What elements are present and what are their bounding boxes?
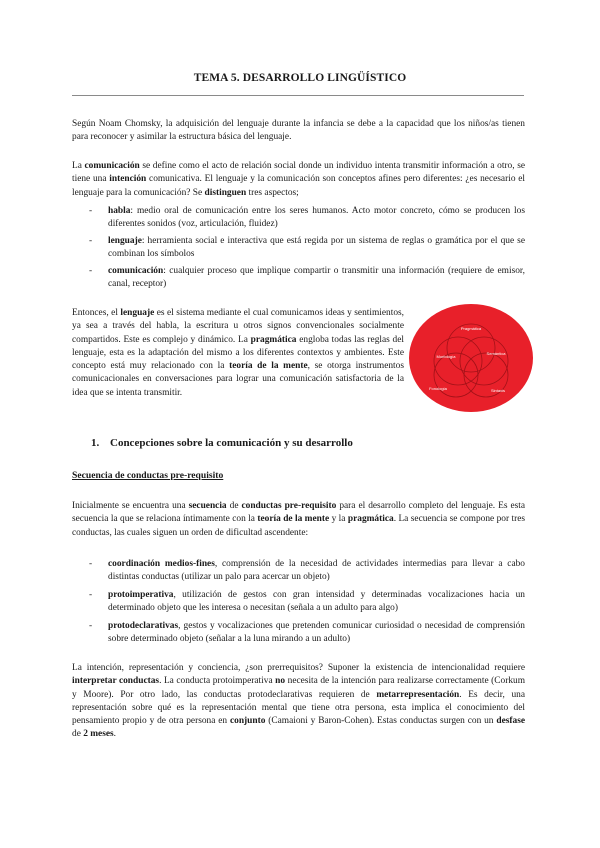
title-divider <box>72 95 524 96</box>
language-venn-diagram <box>408 303 534 413</box>
venn-label-sintaxis: Sintaxis <box>490 388 506 393</box>
page-title: TEMA 5. DESARROLLO LINGÜÍSTICO <box>193 72 407 84</box>
term-teoria-mente: teoría de la mente <box>229 361 308 372</box>
venn-label-morfologia: Morfología <box>436 354 456 359</box>
term-pragmatica: pragmática <box>347 514 394 525</box>
final-paragraph: La intención, representación y conciencia, ¿son prerrequisitos? Suponer la existencia de intencionalidad requiere interpretar conductas. La conducta protoimperativa no necesita de la intención para realizarse correctamente (Corkum y Moore). Por otro lado, las conductas protodeclarativas requieren de metarrepresentación. Es decir, una representación sobre qué es la representación mental que tiene otra persona, esta implica el conocimiento del pensamiento propio y de otra persona en conjunto (Camaioni y Baron-Cohen). Estas conductas surgen con un desfase de 2 meses. <box>72 663 526 740</box>
term-conjunto: conjunto <box>229 716 266 727</box>
document-page: TEMA 5. DESARROLLO LINGÜÍSTICO Según Noam Chomsky, la adquisición del lenguaje durante la infancia se debe a la capacidad que los niños/as tienen para reconocer y asimilar la estructura básica del lenguaje. La comunicación se define como el acto de relación social donde un individuo intenta transmitir información a otro, se tiene una intención comunicativa. El lenguaje y la comunicación son conceptos afines pero diferentes: ¿es necesario el lenguaje para la comunicación? Se distinguen tres aspectos; - habla: medio oral de comunicación entre los seres humanos. Acto motor concreto, cómo se producen los diferentes sonidos (voz, articulación, fluidez) - lenguaje: herramienta social e interactiva que está regida por un sistema de reglas o gramática por el que se combinan los símbolos - comunicación: cualquier proceso que implique compartir o transmitir una información (requiere de emisor, canal, receptor) Entonces, el lenguaje es el sistema mediante el cual comunicamos ideas y sentimientos, ya sea a través del habla, la escritura u otros signos convencionales socialmente compartidos. Este es complejo y dinámico. La pragmática engloba todas las reglas del lenguaje, esta es la adaptación del mismo a los diferentes contextos y ambientes. Este concepto está muy relacionado con la teoría de la mente, se otorga instrumentos comunicacionales en conversaciones para lograr una comunicación satisfactoria de la idea que se intenta transmitir. Pragmática Morfología Semántica Fonología Sintaxis 1. Concepciones sobre la comunicación y su desarrollo Secuencia de conductas pre-requisito Inicialmente se encuentra una secuencia de conductas pre-requisito para el desarrollo completo del lenguaje. Es esta secuencia la que se relaciona íntimamente con la teoría de la mente y la pragmática. La secuencia se compone por tres conductas, las cuales siguen un orden de dificultad ascendente: - coordinación medios-fines, comprensión de la necesidad de actividades intermedias para llevar a cabo distintas conductas (utilizar un palo para acercar un objeto) - protoimperativa, utilización de gestos con gran intensidad y determinadas vocalizaciones hacia un determinado objeto que les interesa o necesitan (señala a un adulto para algo) - protodeclarativas, gestos y vocalizaciones que pretenden comunicar curiosidad o necesidad de comprensión sobre determinado objeto (señalar a la luna mirando a un adulto) La intención, representación y conciencia, ¿son prerrequisitos? Suponer la existencia de intencionalidad requiere interpretar conductas. La conducta protoimperativa no necesita de la intención para realizarse correctamente (Corkum y Moore). Por otro lado, las conductas protodeclarativas requieren de metarrepresentación. Es decir, una representación sobre qué es la representación mental que tiene otra persona, esta implica el conocimiento del pensamiento propio y de otra persona en conjunto (Camaioni y Baron-Cohen). Estas conductas surgen con un desfase de 2 meses. <box>0 0 600 848</box>
section-heading-1: 1. Concepciones sobre la comunicación y su desarrollo <box>91 437 353 449</box>
sequence-paragraph: Inicialmente se encuentra una secuencia de conductas pre-requisito para el desarrollo completo del lenguaje. Es esta secuencia la que se relaciona íntimamente con la teoría de la mente y la pragmática. La secuencia se compone por tres conductas, las cuales siguen un orden de dificultad ascendente: <box>72 501 526 538</box>
venn-label-fonologia: Fonología <box>429 386 447 391</box>
communication-paragraph: La comunicación se define como el acto de relación social donde un individuo intenta transmitir información a otro, se tiene una intención comunicativa. El lenguaje y la comunicación son conceptos afines pero diferentes: ¿es necesario el lenguaje para la comunicación? Se distinguen tres aspectos; <box>72 161 526 198</box>
language-paragraph: Entonces, el lenguaje es el sistema mediante el cual comunicamos ideas y sentimientos, ya sea a través del habla, la escritura u otros signos convencionales socialmente compartidos. Este es complejo y dinámico. La pragmática engloba todas las reglas del lenguaje, esta es la adaptación del mismo a los diferentes contextos y ambientes. Este concepto está muy relacionado con la teoría de la mente, se otorga instrumentos comunicacionales en conversaciones para lograr una comunicación satisfactoria de la idea que se intenta transmitir. <box>72 308 405 398</box>
term-comunicacion: comunicación <box>84 161 140 171</box>
venn-background <box>409 304 533 412</box>
venn-label-semantica: Semántica <box>486 351 506 356</box>
intro-paragraph: Según Noam Chomsky, la adquisición del lenguaje durante la infancia se debe a la capacidad que los niños/as tienen para reconocer y asimilar la estructura básica del lenguaje. <box>72 119 525 143</box>
venn-label-pragmatica: Pragmática <box>460 326 482 331</box>
term-intencion: intención <box>109 174 147 185</box>
term-desfase: desfase <box>496 716 526 727</box>
term-conductas-prerequisito: conductas pre-requisito <box>241 501 337 511</box>
subsection-heading: Secuencia de conductas pre-requisito <box>72 470 224 481</box>
term-teoria-mente: teoría de la mente <box>257 514 330 525</box>
term-2-meses: 2 meses <box>83 729 114 740</box>
term-metarrepresentacion: metarrepresentación <box>376 689 460 700</box>
term-interpretar-conductas: interpretar conductas <box>72 676 160 687</box>
term-no: no <box>275 676 286 687</box>
term-distinguen: distinguen <box>204 187 247 198</box>
term-lenguaje: lenguaje <box>120 308 155 318</box>
term-secuencia: secuencia <box>188 501 227 511</box>
term-pragmatica: pragmática <box>250 334 297 345</box>
